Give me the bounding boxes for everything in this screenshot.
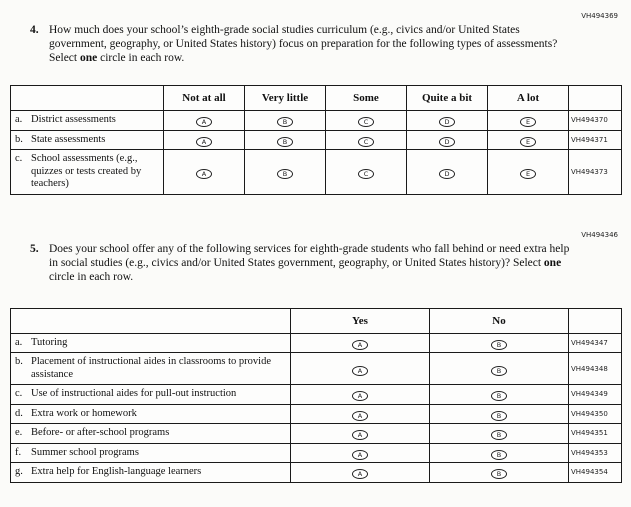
row-label-text: Extra help for English-language learners (31, 466, 202, 477)
row-code: VH494370 (569, 111, 622, 131)
answer-bubble-not-at-all[interactable]: A (196, 169, 212, 179)
question-4-number: 4. (30, 24, 39, 36)
row-letter: a. (15, 114, 23, 125)
answer-cell (430, 424, 569, 444)
answer-bubble-not-at-all[interactable]: A (196, 137, 212, 147)
row-letter: g. (15, 466, 23, 477)
answer-cell (430, 404, 569, 424)
answer-bubble-very-little[interactable]: B (277, 169, 293, 179)
row-code: VH494371 (569, 130, 622, 150)
row-label-text: Summer school programs (31, 446, 139, 458)
header-row (11, 86, 622, 111)
question-5-text-emphasis: one (543, 256, 562, 269)
question-4-text-main: How much does your school’s eighth-grade social studies curriculum (e.g., civics and/or United States government, geography, or United States history) focus on preparation for the following types of assessments? Select (49, 24, 558, 64)
column-header: A lot (488, 86, 569, 111)
answer-bubble-very-little[interactable]: B (277, 117, 293, 127)
answer-cell (488, 111, 569, 131)
question-5-number: 5. (30, 242, 39, 255)
answer-bubble-some[interactable]: C (358, 117, 374, 127)
answer-cell (291, 385, 430, 405)
answer-bubble-no[interactable]: B (491, 411, 507, 421)
answer-bubble-a-lot[interactable]: E (520, 117, 536, 127)
row-label-text: School assessments (e.g., quizzes or tests created by teachers) (31, 153, 142, 189)
answer-bubble-yes[interactable]: A (352, 469, 368, 479)
column-header: Not at all (164, 86, 245, 111)
table-row (11, 111, 622, 131)
row-code: VH494353 (569, 443, 622, 463)
answer-bubble-quite-a-bit[interactable]: D (439, 169, 455, 179)
row-letter: a. (15, 336, 23, 348)
answer-bubble-not-at-all[interactable]: A (196, 117, 212, 127)
row-letter: f. (15, 446, 22, 458)
row-letter: b. (15, 356, 23, 367)
answer-bubble-some[interactable]: C (358, 137, 374, 147)
answer-cell (291, 404, 430, 424)
header-row (11, 308, 622, 333)
answer-bubble-yes[interactable]: A (352, 340, 368, 350)
column-header-blank (11, 86, 164, 111)
answer-bubble-no[interactable]: B (491, 430, 507, 440)
question-5-text-main: Does your school offer any of the following services for eighth-grade students who fall behind or need extra help in social studies (e.g., civics and/or United States government, geography, or United States history)? Select (49, 242, 570, 269)
row-letter: c. (15, 388, 23, 399)
answer-cell (430, 333, 569, 353)
row-label-cell (11, 385, 291, 405)
answer-cell (164, 111, 245, 131)
answer-cell (488, 130, 569, 150)
row-label-text: State assessments (31, 133, 106, 145)
row-code: VH494349 (569, 385, 622, 405)
row-label-text: Tutoring (31, 336, 68, 348)
answer-cell (326, 150, 407, 195)
answer-cell (245, 111, 326, 131)
answer-bubble-yes[interactable]: A (352, 411, 368, 421)
row-letter: d. (15, 407, 23, 419)
row-label-cell (11, 130, 164, 150)
table-row (11, 333, 622, 353)
table-row (11, 404, 622, 424)
column-header: Quite a bit (407, 86, 488, 111)
row-letter: c. (15, 153, 23, 164)
column-header: Some (326, 86, 407, 111)
row-code: VH494354 (569, 463, 622, 483)
answer-cell (407, 130, 488, 150)
answer-cell (407, 150, 488, 195)
row-letter: b. (15, 133, 23, 145)
row-code: VH494347 (569, 333, 622, 353)
answer-cell (430, 385, 569, 405)
question-5-prompt (30, 242, 575, 284)
answer-bubble-no[interactable]: B (491, 450, 507, 460)
answer-cell (291, 463, 430, 483)
question-4-text-emphasis: one (79, 52, 98, 64)
row-label-cell (11, 443, 291, 463)
table-row (11, 443, 622, 463)
question-5-text-tail: circle in each row. (49, 270, 134, 283)
question-4-text-tail: circle in each row. (100, 52, 185, 64)
answer-cell (326, 111, 407, 131)
question-4-prompt (30, 23, 575, 65)
row-label-cell (11, 150, 164, 195)
column-header: Very little (245, 86, 326, 111)
question-4-answer-table (10, 85, 622, 195)
question-5-accession-code: VH494346 (581, 230, 618, 239)
answer-cell (326, 130, 407, 150)
answer-bubble-no[interactable]: B (491, 340, 507, 350)
question-5-block (10, 231, 621, 483)
question-4-accession-code: VH494369 (581, 12, 618, 20)
row-code: VH494351 (569, 424, 622, 444)
row-label-text: Extra work or homework (31, 407, 137, 419)
answer-cell (291, 353, 430, 385)
row-label-text: Placement of instructional aides in classrooms to provide assistance (31, 356, 271, 380)
column-header-code-blank (569, 308, 622, 333)
answer-bubble-a-lot[interactable]: E (520, 137, 536, 147)
answer-bubble-no[interactable]: B (491, 391, 507, 401)
answer-cell (164, 150, 245, 195)
answer-bubble-no[interactable]: B (491, 366, 507, 376)
table-row (11, 424, 622, 444)
answer-bubble-very-little[interactable]: B (277, 137, 293, 147)
table-row (11, 385, 622, 405)
answer-cell (245, 150, 326, 195)
row-label-cell (11, 463, 291, 483)
column-header-blank (11, 308, 291, 333)
answer-bubble-some[interactable]: C (358, 169, 374, 179)
answer-bubble-yes[interactable]: A (352, 450, 368, 460)
answer-cell (164, 130, 245, 150)
answer-cell (430, 443, 569, 463)
column-header-code-blank (569, 86, 622, 111)
answer-cell (291, 443, 430, 463)
row-label-cell (11, 404, 291, 424)
question-5-answer-table (10, 308, 622, 483)
row-code: VH494350 (569, 404, 622, 424)
answer-cell (430, 353, 569, 385)
row-label-cell (11, 333, 291, 353)
row-label-cell (11, 424, 291, 444)
answer-cell (430, 463, 569, 483)
row-label-text: District assessments (31, 114, 116, 125)
column-header: Yes (291, 308, 430, 333)
answer-bubble-yes[interactable]: A (352, 391, 368, 401)
column-header: No (430, 308, 569, 333)
question-4-block (10, 12, 621, 195)
answer-cell (488, 150, 569, 195)
table-row (11, 463, 622, 483)
row-code: VH494373 (569, 150, 622, 195)
answer-bubble-quite-a-bit[interactable]: D (439, 137, 455, 147)
answer-bubble-no[interactable]: B (491, 469, 507, 479)
answer-cell (407, 111, 488, 131)
table-row (11, 353, 622, 385)
row-letter: e. (15, 427, 23, 438)
answer-bubble-yes[interactable]: A (352, 366, 368, 376)
row-code: VH494348 (569, 353, 622, 385)
row-label-text: Use of instructional aides for pull-out instruction (31, 388, 237, 399)
table-row (11, 130, 622, 150)
row-label-cell (11, 353, 291, 385)
answer-cell (291, 333, 430, 353)
row-label-text: Before- or after-school programs (31, 427, 170, 438)
answer-cell (245, 130, 326, 150)
answer-bubble-a-lot[interactable]: E (520, 169, 536, 179)
answer-bubble-quite-a-bit[interactable]: D (439, 117, 455, 127)
answer-cell (291, 424, 430, 444)
answer-bubble-yes[interactable]: A (352, 430, 368, 440)
table-row (11, 150, 622, 195)
row-label-cell (11, 111, 164, 131)
